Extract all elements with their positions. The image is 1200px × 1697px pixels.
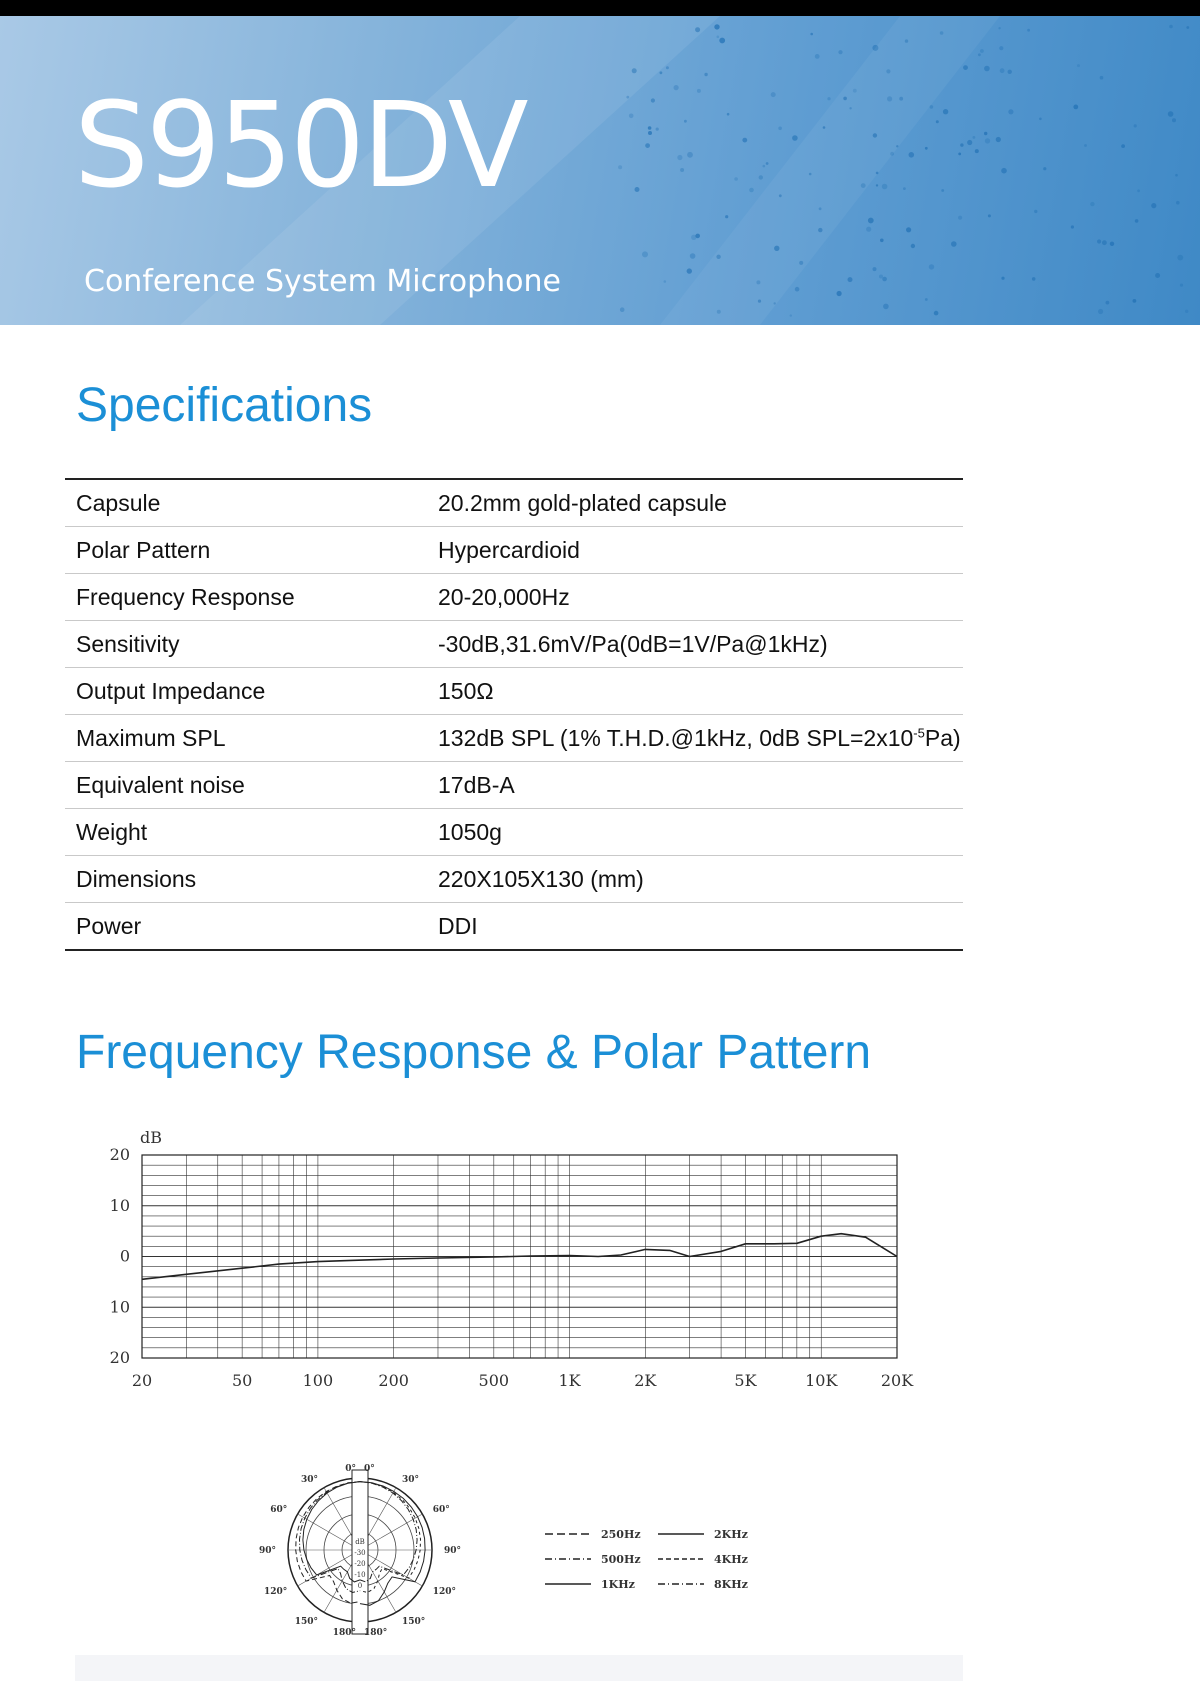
response-heading: Frequency Response & Polar Pattern bbox=[76, 1026, 872, 1079]
banner-dot bbox=[1027, 29, 1030, 32]
banner-dot bbox=[1084, 144, 1087, 147]
spec-label: Capsule bbox=[65, 479, 438, 527]
banner-dot bbox=[1151, 203, 1156, 208]
banner-dot bbox=[1008, 109, 1013, 114]
banner-dot bbox=[725, 215, 728, 218]
polar-spoke bbox=[360, 1550, 422, 1586]
banner-dot bbox=[848, 277, 853, 282]
banner-dot bbox=[960, 143, 963, 146]
banner-dot bbox=[837, 291, 842, 296]
banner-dot bbox=[1137, 189, 1140, 192]
spec-label: Dimensions bbox=[65, 856, 438, 903]
banner-dot bbox=[1001, 168, 1007, 174]
banner-dot bbox=[1000, 68, 1005, 73]
spec-label: Output Impedance bbox=[65, 668, 438, 715]
product-subtitle: Conference System Microphone bbox=[84, 264, 561, 299]
y-tick-label: 20 bbox=[109, 1348, 130, 1367]
spec-value: 20.2mm gold-plated capsule bbox=[438, 479, 963, 527]
legend-label: 500Hz bbox=[601, 1553, 641, 1566]
banner-dot bbox=[620, 307, 625, 312]
banner-dot bbox=[795, 287, 800, 292]
banner-dot bbox=[967, 140, 972, 145]
banner-dot bbox=[645, 143, 650, 148]
banner-dot bbox=[1186, 26, 1189, 29]
banner-dot bbox=[704, 73, 707, 76]
spec-value: 1050g bbox=[438, 809, 963, 856]
banner-dot bbox=[868, 218, 874, 224]
spec-label: Equivalent noise bbox=[65, 762, 438, 809]
banner-dot bbox=[1180, 284, 1183, 287]
banner-dot bbox=[1001, 277, 1004, 280]
banner-dot bbox=[1097, 239, 1101, 243]
banner-dot bbox=[999, 46, 1003, 50]
spec-row bbox=[65, 809, 963, 856]
polar-angle-label-left: 120° bbox=[263, 1587, 288, 1597]
banner-dot bbox=[690, 253, 696, 259]
spec-label: Power bbox=[76, 912, 142, 939]
banner-dot bbox=[742, 138, 747, 143]
banner-dot bbox=[911, 244, 915, 248]
banner-dot bbox=[687, 268, 692, 273]
banner-dot bbox=[792, 135, 798, 141]
banner-dot bbox=[766, 162, 769, 165]
x-tick-label: 2K bbox=[634, 1371, 657, 1390]
banner-dot bbox=[1176, 201, 1180, 205]
x-tick-label: 10K bbox=[805, 1371, 838, 1390]
banner-dot bbox=[1135, 219, 1139, 223]
banner-dot bbox=[909, 152, 915, 158]
banner-dot bbox=[866, 227, 871, 232]
banner-dot bbox=[815, 54, 820, 59]
banner-dot bbox=[984, 132, 987, 135]
banner-dot bbox=[648, 126, 652, 130]
banner-dot bbox=[958, 153, 961, 156]
spec-row bbox=[65, 574, 963, 621]
banner-dot bbox=[1098, 309, 1103, 314]
x-tick-label: 100 bbox=[302, 1371, 334, 1390]
banner-dot bbox=[978, 53, 981, 56]
specifications-heading: Specifications bbox=[76, 379, 373, 432]
spec-value: 150Ω bbox=[438, 668, 963, 715]
x-tick-label: 500 bbox=[478, 1371, 510, 1390]
banner-dot bbox=[879, 275, 883, 279]
legend-label: 8KHz bbox=[714, 1578, 748, 1590]
x-tick-label: 1K bbox=[558, 1371, 581, 1390]
banner-dot bbox=[985, 138, 990, 143]
banner-dot bbox=[958, 216, 962, 220]
polar-pattern-chart bbox=[230, 1455, 490, 1660]
spec-value: 17dB-A bbox=[438, 762, 963, 809]
banner-dot bbox=[951, 241, 957, 247]
polar-angle-label-right: 30° bbox=[402, 1474, 420, 1485]
polar-radial-label: -30 bbox=[354, 1549, 366, 1557]
banner-dot bbox=[929, 264, 934, 269]
banner-dot bbox=[790, 314, 792, 316]
polar-angle-label-left: 30° bbox=[300, 1474, 318, 1485]
banner-dot bbox=[664, 280, 667, 283]
spec-value-unit: Pa) bbox=[924, 724, 961, 751]
banner-dot bbox=[941, 189, 944, 192]
banner-dot bbox=[873, 267, 877, 271]
banner-dot bbox=[749, 188, 754, 193]
banner-dot bbox=[1039, 118, 1042, 121]
spec-value: 20-20,000Hz bbox=[438, 574, 963, 621]
x-tick-label: 50 bbox=[231, 1371, 253, 1390]
banner-dot bbox=[727, 113, 730, 116]
product-title: S950DV bbox=[74, 76, 526, 214]
spec-value: DDI bbox=[438, 912, 478, 939]
banner-dot bbox=[660, 71, 663, 74]
polar-radial-label: -10 bbox=[354, 1571, 366, 1579]
spec-value: 220X105X130 (mm) bbox=[438, 856, 963, 903]
x-tick-label: 200 bbox=[378, 1371, 409, 1390]
banner-dot bbox=[883, 304, 889, 310]
banner-dot bbox=[1134, 124, 1137, 127]
y-tick-label: 10 bbox=[109, 1195, 130, 1215]
banner-dot bbox=[684, 120, 687, 123]
banner-dot bbox=[695, 234, 700, 239]
legend-label: 4KHz bbox=[714, 1553, 748, 1566]
polar-radial-label: -20 bbox=[354, 1560, 366, 1568]
banner-dot bbox=[1185, 310, 1188, 313]
banner-dot bbox=[980, 49, 984, 53]
polar-angle-label-left: 60° bbox=[270, 1505, 288, 1515]
banner-dot bbox=[810, 33, 813, 36]
banner-dot bbox=[1168, 111, 1174, 117]
y-axis-unit-label: dB bbox=[140, 1128, 162, 1147]
footer-strip bbox=[75, 1655, 963, 1681]
banner-dot bbox=[759, 175, 763, 179]
banner-dot bbox=[680, 168, 684, 172]
banner-dot bbox=[1133, 299, 1137, 303]
banner-dot bbox=[1090, 202, 1094, 206]
banner-dot bbox=[778, 127, 782, 131]
banner-dot bbox=[1100, 76, 1104, 80]
banner-dot bbox=[1032, 277, 1036, 281]
banner-dot bbox=[635, 187, 640, 192]
spec-value bbox=[438, 715, 963, 762]
banner-dot bbox=[717, 36, 720, 39]
spec-row bbox=[65, 479, 963, 527]
y-tick-label: 20 bbox=[109, 1145, 130, 1164]
banner-dot bbox=[719, 38, 725, 44]
banner-dot bbox=[642, 251, 648, 257]
banner-dot bbox=[1177, 255, 1183, 261]
banner-dot bbox=[651, 98, 655, 102]
polar-angle-label-right: 90° bbox=[444, 1546, 462, 1556]
banner-dot bbox=[936, 120, 939, 123]
polar-angle-label-right: 150° bbox=[402, 1617, 426, 1628]
y-tick-label: 0 bbox=[119, 1246, 130, 1266]
frequency-response-svg bbox=[100, 1120, 920, 1400]
banner-dot bbox=[734, 177, 738, 181]
polar-angle-label-right: 120° bbox=[432, 1587, 457, 1597]
banner-dot bbox=[903, 187, 906, 190]
banner-dot bbox=[656, 128, 659, 131]
spec-value-exponent: -5 bbox=[913, 724, 925, 740]
polar-angle-label-right: 60° bbox=[432, 1505, 450, 1515]
top-bar bbox=[0, 0, 1200, 16]
spec-row bbox=[65, 903, 963, 951]
spec-label: Frequency Response bbox=[65, 574, 438, 621]
banner-light-streak bbox=[660, 16, 1000, 325]
spec-row bbox=[65, 621, 963, 668]
frequency-response-chart bbox=[100, 1120, 920, 1405]
banner-dot bbox=[629, 114, 634, 119]
banner-dot bbox=[714, 24, 719, 29]
banner-dot bbox=[1008, 70, 1012, 74]
banner-dot bbox=[1155, 273, 1160, 278]
polar-legend bbox=[545, 1520, 765, 1595]
polar-radial-label: dB bbox=[355, 1538, 365, 1546]
banner-dot bbox=[666, 66, 669, 69]
x-tick-label: 20K bbox=[880, 1371, 914, 1390]
banner-dot bbox=[687, 152, 693, 158]
polar-radial-label: 0 bbox=[357, 1582, 363, 1590]
banner-dot bbox=[1121, 144, 1125, 148]
banner-dot bbox=[1034, 210, 1037, 213]
banner-dot bbox=[1106, 301, 1110, 305]
banner-dot bbox=[1172, 118, 1176, 122]
spec-value: -30dB,31.6mV/Pa(0dB=1V/Pa@1kHz) bbox=[438, 621, 963, 668]
banner-dot bbox=[975, 149, 979, 153]
legend-label: 2KHz bbox=[714, 1528, 748, 1541]
banner-dot bbox=[973, 136, 976, 139]
banner-dot bbox=[925, 147, 928, 150]
polar-angle-label-right: 180° bbox=[364, 1628, 388, 1638]
banner-dot bbox=[1073, 105, 1078, 110]
banner-dot bbox=[1102, 240, 1107, 245]
banner-dot bbox=[674, 85, 679, 90]
banner-dot bbox=[1169, 25, 1173, 29]
spec-value: Hypercardioid bbox=[438, 527, 963, 574]
legend-label: 250Hz bbox=[601, 1528, 641, 1541]
y-tick-label: 10 bbox=[109, 1297, 130, 1317]
banner-dot bbox=[827, 97, 830, 100]
specifications-table bbox=[65, 478, 963, 951]
banner-dot bbox=[648, 131, 652, 135]
banner-dot bbox=[996, 137, 1001, 142]
banner-dot bbox=[998, 27, 1000, 29]
x-tick-label: 20 bbox=[131, 1371, 153, 1390]
spec-label: Polar Pattern bbox=[65, 527, 438, 574]
polar-angle-label-left: 0° bbox=[345, 1464, 356, 1474]
banner-dot bbox=[943, 109, 948, 114]
polar-angle-label-right: 0° bbox=[364, 1464, 375, 1474]
spec-label: Sensitivity bbox=[65, 621, 438, 668]
banner-dot bbox=[771, 92, 776, 97]
banner-dot bbox=[1077, 64, 1080, 67]
polar-pattern-curve bbox=[357, 1482, 425, 1606]
banner-dot bbox=[984, 66, 990, 72]
spec-label: Maximum SPL bbox=[65, 715, 438, 762]
spec-row bbox=[65, 762, 963, 809]
banner-dot bbox=[963, 65, 968, 70]
polar-pattern-svg bbox=[230, 1455, 490, 1655]
spec-value-main: 132dB SPL (1% T.H.D.@1kHz, 0dB SPL=2x10 bbox=[438, 724, 914, 751]
spec-row bbox=[65, 668, 963, 715]
banner-dot bbox=[882, 277, 887, 282]
banner-dot bbox=[618, 165, 622, 169]
polar-angle-label-left: 180° bbox=[332, 1628, 356, 1638]
spec-row bbox=[65, 715, 963, 762]
polar-angle-label-left: 150° bbox=[294, 1617, 318, 1628]
spec-row bbox=[65, 856, 963, 903]
banner-dot bbox=[906, 227, 911, 232]
banner-dot bbox=[934, 311, 939, 316]
banner-dot bbox=[677, 155, 682, 160]
banner-dot bbox=[1043, 167, 1046, 170]
banner-dot bbox=[763, 165, 766, 168]
banner-dot bbox=[838, 50, 842, 54]
legend-label: 1KHz bbox=[601, 1578, 635, 1590]
banner-dot bbox=[1110, 242, 1114, 246]
banner-dot bbox=[925, 298, 928, 301]
x-tick-label: 5K bbox=[734, 1371, 757, 1390]
banner-dot bbox=[697, 89, 701, 93]
spec-label: Weight bbox=[65, 809, 438, 856]
polar-legend-svg bbox=[545, 1520, 765, 1590]
spec-row bbox=[65, 527, 963, 574]
header-banner bbox=[0, 16, 1200, 325]
banner-dot bbox=[1071, 225, 1074, 228]
banner-dot bbox=[1175, 174, 1178, 177]
polar-angle-label-left: 90° bbox=[258, 1546, 276, 1556]
banner-dot bbox=[880, 239, 884, 243]
polar-pattern-curve bbox=[357, 1482, 421, 1593]
banner-dot bbox=[876, 184, 878, 186]
banner-dot bbox=[988, 214, 991, 217]
banner-dot bbox=[882, 184, 888, 190]
